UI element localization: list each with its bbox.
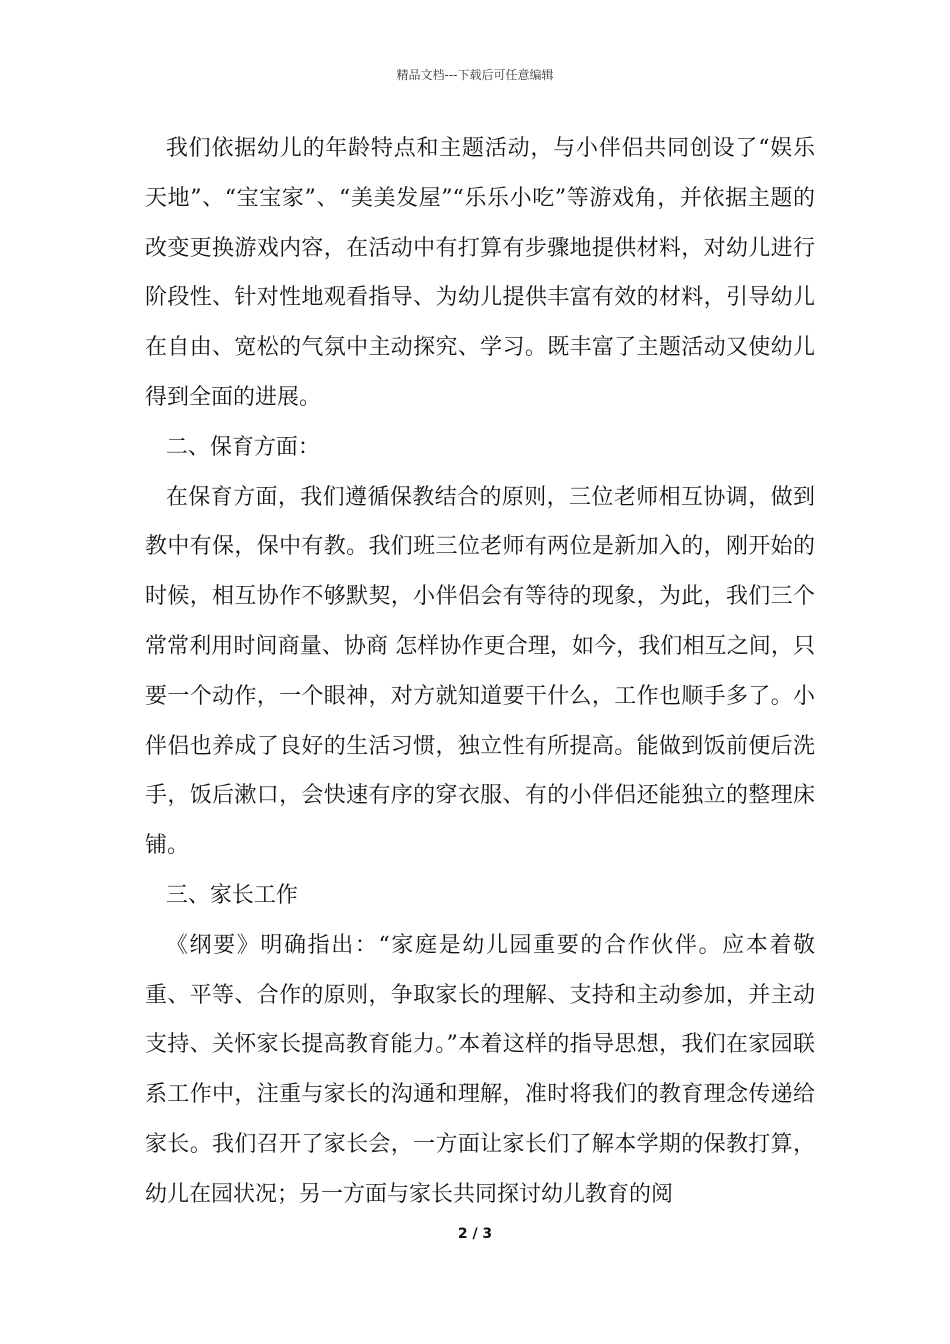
- section-heading-parents: 三、家长工作: [165, 882, 298, 908]
- paragraph-game-corners: 我们依据幼儿的年龄特点和主题活动，与小伴侣共同创设了“娱乐天地”、“宝宝家”、“美美发屋”“乐乐小吃”等游戏角，并依据主题的改变更换游戏内容，在活动中有打算有步骤地提供材料，对幼儿进行阶段性、针对性地观看指导、为幼儿提供丰富有效的材料，引导幼儿在自由、宽松的气氛中主动探究、学习。既丰富了主题活动又使幼儿得到全面的进展。: [145, 136, 815, 410]
- paragraph-childcare: 在保育方面，我们遵循保教结合的原则，三位老师相互协调，做到教中有保，保中有教。我们班三位老师有两位是新加入的，刚开始的时候，相互协作不够默契，小伴侣会有等待的现象，为此，我们三个常常利用时间商量、协商 怎样协作更合理，如今，我们相互之间，只要一个动作，一个眼神，对方就知道要干什么，工作也顺手多了。小伴侣也养成了良好的生活习惯，独立性有所提高。能做到饭前便后洗手，饭后漱口，会快速有序的穿衣服、有的小伴侣还能独立的整理床铺。: [145, 484, 815, 859]
- page-header: 精品文档---下载后可任意编辑: [396, 68, 554, 82]
- page-number: 2 / 3: [457, 1226, 493, 1242]
- document-body: [145, 124, 815, 1220]
- section-heading-childcare: 二、保育方面：: [165, 434, 320, 460]
- paragraph-parents: 《纲要》明确指出：“家庭是幼儿园重要的合作伙伴。应本着敬重、平等、合作的原则，争取家长的理解、支持和主动参加，并主动支持、关怀家长提高教育能力。”本着这样的指导思想，我们在家园联系工作中，注重与家长的沟通和理解，准时将我们的教育理念传递给家长。我们召开了家长会，一方面让家长们了解本学期的保教打算，幼儿在园状况；另一方面与家长共同探讨幼儿教育的阅: [145, 932, 815, 1207]
